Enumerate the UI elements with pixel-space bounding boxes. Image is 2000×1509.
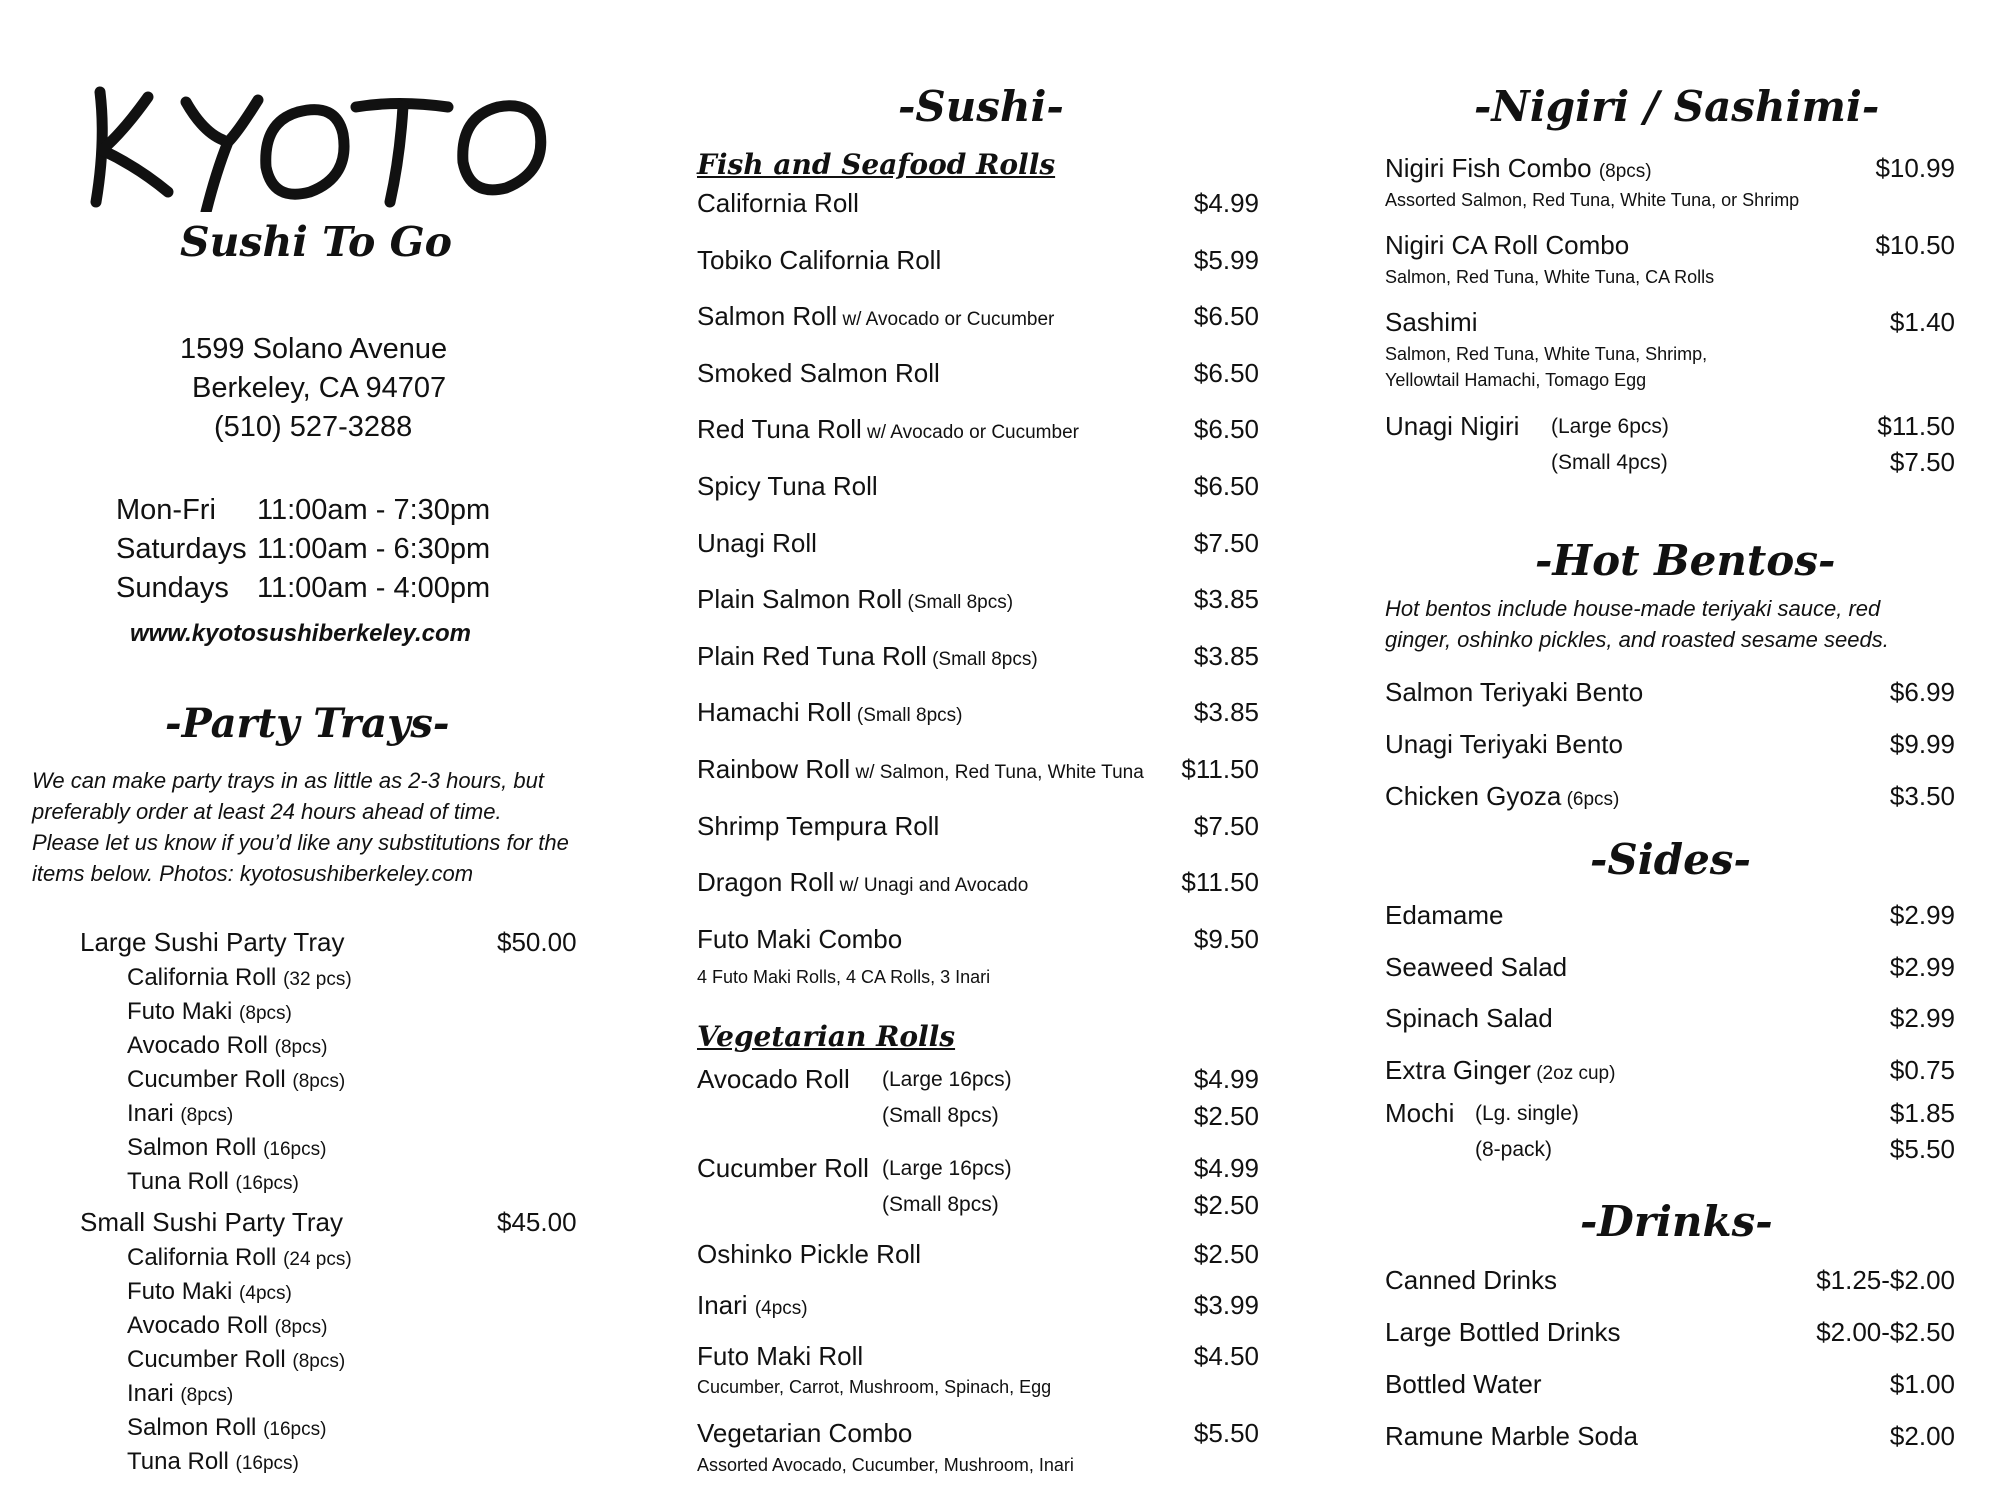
sashimi-note-1: Salmon, Red Tuna, White Tuna, Shrimp, [1385, 344, 1708, 364]
item-price: $3.85 [1193, 697, 1259, 728]
party-desc-line: preferably order at least 24 hours ahead of time. [32, 799, 502, 824]
tray-item: Salmon Roll (16pcs) [127, 1414, 327, 1441]
item-name: California Roll [697, 188, 859, 218]
menu-item-plain-red-tuna-roll [697, 641, 1038, 672]
bentos-desc-line: Hot bentos include house-made teriyaki sauce, red [1385, 596, 1881, 621]
item-name: Salmon Teriyaki Bento [1385, 677, 1644, 707]
tray-item: Tuna Roll (16pcs) [127, 1168, 299, 1195]
item-price: $7.50 [1193, 810, 1259, 841]
tray-item: Avocado Roll (8pcs) [127, 1312, 328, 1339]
menu-item-dragon-roll [697, 867, 1028, 898]
small-tray-name: Small Sushi Party Tray [80, 1207, 343, 1237]
party-desc [32, 765, 569, 889]
tray-item: Salmon Roll (16pcs) [127, 1134, 327, 1161]
item-name: Unagi Teriyaki Bento [1385, 729, 1623, 759]
hot-bentos-title: -Hot Bentos- [1535, 536, 1836, 585]
item-price: $11.50 [1181, 754, 1259, 784]
tray-item: Cucumber Roll (8pcs) [127, 1346, 346, 1373]
item-name: Hamachi Roll [697, 697, 852, 728]
address-line-1: 1599 Solano Avenue [180, 333, 448, 365]
menu-item-mochi: Mochi [1385, 1098, 1455, 1128]
hours-time-0: 11:00am - 7:30pm [257, 494, 491, 526]
item-name: Unagi Roll [697, 527, 817, 558]
item-name: Edamame [1385, 900, 1504, 930]
hours-day-2: Sundays [116, 572, 229, 604]
item-detail: (Small 8pcs) [851, 705, 963, 727]
unagi-large-label: (Large 6pcs) [1551, 415, 1669, 438]
bentos-desc-line: ginger, oshinko pickles, and roasted sesame seeds. [1385, 627, 1889, 652]
item-price: $4.99 [1193, 188, 1259, 218]
small-tray-items [127, 1242, 352, 1480]
item-price: $2.99 [1889, 1003, 1955, 1033]
menu-item-avocado-roll: Avocado Roll [697, 1064, 850, 1094]
item-name: Shrimp Tempura Roll [697, 810, 940, 841]
unagi-large-price: $11.50 [1877, 411, 1955, 441]
item-name: Bottled Water [1385, 1369, 1542, 1399]
item-name: Rainbow Roll [697, 754, 851, 784]
mochi-large-label: (Lg. single) [1475, 1102, 1579, 1125]
menu-item-hamachi-roll [697, 697, 962, 728]
nigiri-ca-combo-price: $10.50 [1875, 230, 1955, 260]
party-desc-line: Please let us know if you’d like any substitutions for the [32, 830, 569, 855]
menu-item-red-tuna-roll [697, 414, 1079, 445]
item-price: $9.50 [1193, 923, 1259, 954]
item-name: Chicken Gyoza [1385, 781, 1562, 811]
unagi-small-label: (Small 4pcs) [1551, 451, 1668, 474]
menu-item-plain-salmon-roll [697, 584, 1013, 615]
menu-item-cucumber-roll: Cucumber Roll [697, 1153, 869, 1183]
phone-number: (510) 527-3288 [214, 411, 413, 443]
veg-combo-note: Assorted Avocado, Cucumber, Mushroom, Inari [697, 1455, 1074, 1475]
item-name: Spicy Tuna Roll [697, 471, 878, 501]
avocado-small-price: $2.50 [1193, 1101, 1259, 1131]
item-name: Red Tuna Roll [697, 414, 862, 445]
item-price: $0.75 [1889, 1054, 1955, 1085]
veg-combo-price: $5.50 [1193, 1418, 1259, 1448]
menu-item-salmon-teriyaki-bento [1385, 677, 1643, 708]
tray-item: Futo Maki (4pcs) [127, 1278, 292, 1305]
tray-item: Tuna Roll (16pcs) [127, 1448, 299, 1475]
sushi-title: -Sushi- [898, 82, 1064, 131]
item-name: Plain Red Tuna Roll [697, 640, 927, 671]
item-name: Dragon Roll [697, 867, 835, 898]
large-tray-items [127, 962, 352, 1200]
tray-item: Avocado Roll (8pcs) [127, 1032, 328, 1059]
item-name: Canned Drinks [1385, 1265, 1557, 1295]
item-name: Plain Salmon Roll [697, 584, 903, 615]
item-price: $5.99 [1193, 244, 1259, 275]
menu-item-unagi-teriyaki-bento [1385, 729, 1623, 760]
item-price: $1.00 [1889, 1369, 1955, 1399]
address-line-2: Berkeley, CA 94707 [192, 372, 447, 404]
menu-item-spicy-tuna-roll [697, 471, 878, 502]
nigiri-fish-combo-note: Assorted Salmon, Red Tuna, White Tuna, or Shrimp [1385, 190, 1800, 210]
item-price: $9.99 [1889, 729, 1955, 759]
futo-combo-note: 4 Futo Maki Rolls, 4 CA Rolls, 3 Inari [697, 967, 991, 987]
tray-item: Futo Maki (8pcs) [127, 998, 292, 1025]
menu-item-edamame [1385, 900, 1504, 931]
item-price: $6.50 [1193, 357, 1259, 388]
item-price: $6.50 [1193, 471, 1259, 501]
menu-item-veg-combo: Vegetarian Combo [697, 1418, 913, 1448]
sides-title: -Sides- [1590, 835, 1751, 884]
item-detail: (Small 8pcs) [926, 648, 1038, 670]
item-price: $6.99 [1889, 677, 1955, 707]
menu-item-california-roll [697, 188, 859, 219]
item-price: $2.99 [1889, 900, 1955, 930]
cucumber-small-label: (Small 8pcs) [882, 1193, 999, 1216]
avocado-large-price: $4.99 [1193, 1064, 1259, 1094]
menu-item-tobiko-california-roll [697, 245, 941, 276]
sashimi-price: $1.40 [1889, 307, 1955, 337]
website-link[interactable]: www.kyotosushiberkeley.com [130, 620, 472, 647]
item-name: Seaweed Salad [1385, 951, 1568, 982]
mochi-small-label: (8-pack) [1475, 1138, 1553, 1161]
tray-item: California Roll (24 pcs) [127, 1244, 352, 1271]
item-name: Salmon Roll [697, 301, 838, 332]
item-name: Extra Ginger [1385, 1054, 1531, 1085]
item-name: Ramune Marble Soda [1385, 1421, 1638, 1451]
party-desc-line: We can make party trays in as little as 2-3 hours, but [32, 768, 544, 793]
futo-maki-roll-price: $4.50 [1193, 1341, 1259, 1371]
menu-item-rainbow-roll [697, 754, 1144, 785]
menu-item-large-bottled-drinks [1385, 1317, 1621, 1348]
item-detail: w/ Unagi and Avocado [834, 875, 1029, 897]
menu-item-canned-drinks [1385, 1265, 1557, 1296]
avocado-large-label: (Large 16pcs) [882, 1068, 1012, 1091]
menu-item-chicken-gyoza [1385, 781, 1619, 812]
logo-subtitle: Sushi To Go [180, 218, 452, 266]
item-price: $2.00 [1889, 1421, 1955, 1451]
item-name: Futo Maki Combo [697, 923, 903, 954]
menu-item-seaweed-salad [1385, 952, 1567, 983]
item-price: $11.50 [1181, 867, 1259, 898]
logo [88, 62, 558, 212]
menu-item-sashimi: Sashimi [1385, 307, 1478, 337]
hours-day-0: Mon-Fri [116, 494, 216, 526]
menu-item-salmon-roll [697, 301, 1054, 332]
menu-item-unagi-roll [697, 528, 817, 559]
tray-item: Inari (8pcs) [127, 1100, 234, 1127]
unagi-small-price: $7.50 [1889, 447, 1955, 477]
sashimi-note-2: Yellowtail Hamachi, Tomago Egg [1385, 370, 1647, 390]
menu-item-spinach-salad [1385, 1003, 1553, 1034]
item-price: $6.50 [1193, 414, 1259, 445]
inari-price: $3.99 [1193, 1290, 1259, 1320]
menu-item-shrimp-tempura-roll [697, 811, 939, 842]
item-detail: w/ Salmon, Red Tuna, White Tuna [850, 762, 1144, 783]
item-price: $2.99 [1889, 951, 1955, 982]
tray-item: California Roll (32 pcs) [127, 964, 352, 991]
hours-time-1: 11:00am - 6:30pm [257, 533, 491, 565]
item-price: $3.85 [1193, 584, 1259, 615]
menu-item-nigiri-ca-combo: Nigiri CA Roll Combo [1385, 230, 1630, 260]
bentos-desc [1385, 593, 1889, 655]
nigiri-fish-combo-price: $10.99 [1875, 153, 1955, 183]
item-name: Tobiko California Roll [697, 244, 942, 275]
item-price: $7.50 [1193, 527, 1259, 558]
menu-item-futo-maki-roll: Futo Maki Roll [697, 1341, 864, 1371]
cucumber-large-price: $4.99 [1193, 1153, 1259, 1183]
item-name: Large Bottled Drinks [1385, 1317, 1621, 1347]
menu-item-bottled-water [1385, 1369, 1542, 1400]
party-desc-line: items below. Photos: kyotosushiberkeley.com [32, 861, 474, 886]
tray-item: Inari (8pcs) [127, 1380, 234, 1407]
menu-item-unagi-nigiri: Unagi Nigiri [1385, 411, 1520, 441]
item-detail: (2oz cup) [1530, 1062, 1616, 1084]
item-detail: w/ Avocado or Cucumber [861, 422, 1079, 444]
menu-item-futo-maki-combo [697, 924, 902, 955]
item-detail: (Small 8pcs) [902, 592, 1014, 614]
item-name: Spinach Salad [1385, 1003, 1553, 1033]
hours-time-2: 11:00am - 4:00pm [257, 572, 491, 604]
item-detail: w/ Avocado or Cucumber [837, 309, 1055, 331]
large-tray-name: Large Sushi Party Tray [80, 927, 345, 957]
large-tray-price: $50.00 [497, 927, 577, 957]
party-trays-title: -Party Trays- [165, 700, 450, 747]
vegetarian-rolls-heading: Vegetarian Rolls [697, 1020, 956, 1053]
menu-item-oshinko: Oshinko Pickle Roll [697, 1239, 921, 1269]
nigiri-ca-combo-note: Salmon, Red Tuna, White Tuna, CA Rolls [1385, 267, 1715, 287]
menu-item-ramune-marble-soda [1385, 1421, 1638, 1452]
mochi-large-price: $1.85 [1889, 1098, 1955, 1128]
oshinko-price: $2.50 [1193, 1239, 1259, 1269]
hours-day-1: Saturdays [116, 533, 247, 565]
futo-maki-roll-note: Cucumber, Carrot, Mushroom, Spinach, Egg [697, 1377, 1052, 1397]
cucumber-small-price: $2.50 [1193, 1190, 1259, 1220]
item-price: $6.50 [1193, 301, 1259, 332]
menu-item-extra-ginger [1385, 1055, 1615, 1086]
menu-item-inari: Inari (4pcs) [697, 1290, 808, 1320]
item-price: $3.85 [1193, 640, 1259, 671]
avocado-small-label: (Small 8pcs) [882, 1104, 999, 1127]
item-detail: (6pcs) [1561, 789, 1620, 810]
menu-item-smoked-salmon-roll [697, 358, 940, 389]
item-name: Smoked Salmon Roll [697, 357, 940, 388]
mochi-small-price: $5.50 [1889, 1134, 1955, 1164]
menu-item-nigiri-fish-combo: Nigiri Fish Combo (8pcs) [1385, 153, 1652, 183]
cucumber-large-label: (Large 16pcs) [882, 1157, 1012, 1180]
item-price: $2.00-$2.50 [1816, 1317, 1955, 1347]
item-price: $3.50 [1889, 781, 1955, 811]
nigiri-title: -Nigiri / Sashimi- [1474, 82, 1880, 131]
item-price: $1.25-$2.00 [1816, 1265, 1955, 1295]
drinks-title: -Drinks- [1580, 1197, 1773, 1246]
small-tray-price: $45.00 [497, 1207, 577, 1237]
fish-rolls-heading: Fish and Seafood Rolls [697, 148, 1056, 181]
tray-item: Cucumber Roll (8pcs) [127, 1066, 346, 1093]
